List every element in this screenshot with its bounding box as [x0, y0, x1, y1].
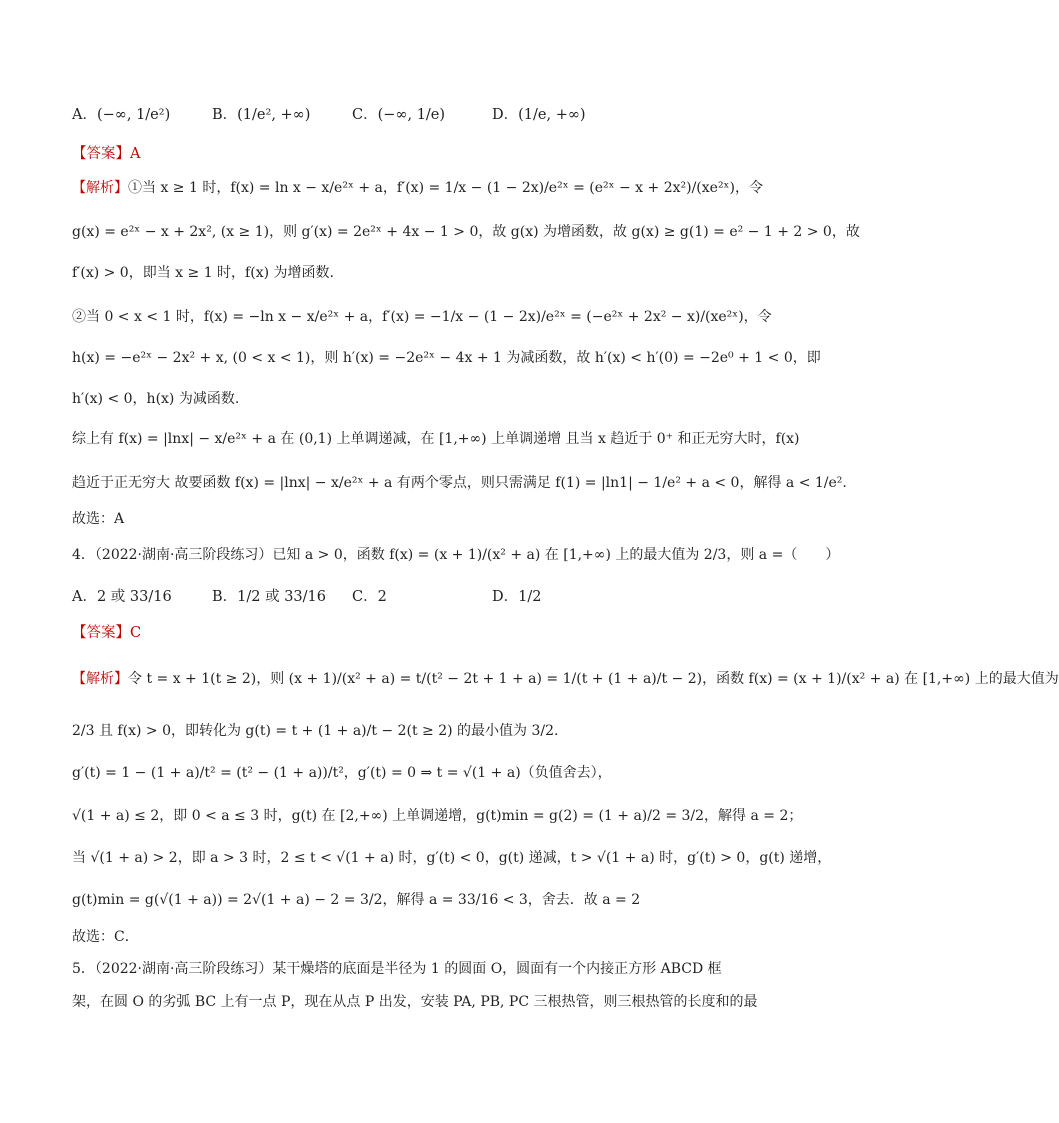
q3-solution-line: h′(x) < 0，h(x) 为减函数.	[72, 391, 240, 407]
q4-choices	[72, 590, 734, 605]
q4-answer: 【答案】C	[72, 625, 142, 641]
q3-answer: 【答案】A	[72, 146, 141, 162]
q3-solution-line: 故选：A	[72, 511, 125, 527]
q3-solution-line: f′(x) > 0，即当 x ≥ 1 时，f(x) 为增函数.	[72, 265, 334, 281]
q3-solution-line: ②当 0 < x < 1 时，f(x) = −ln x − x/e²ˣ + a，f′(x) = −1/x − (1 − 2x)/e²ˣ = (−e²ˣ + 2x² − x)/(xe²ˣ)，令	[72, 309, 772, 325]
q4-solution-line: g′(t) = 1 − (1 + a)/t² = (t² − (1 + a))/t²，g′(t) = 0 ⇒ t = √(1 + a)（负值舍去），	[72, 765, 612, 781]
q4-solution-line: g(t)min = g(√(1 + a)) = 2√(1 + a) − 2 = 3/2，解得 a = 33/16 < 3，舍去．故 a = 2	[72, 892, 641, 908]
choice-b: B．(1/e², +∞)	[212, 107, 311, 123]
q5-stem-line: 5．（2022·湖南·高三阶段练习）某干燥塔的底面是半径为 1 的圆面 O，圆面有一个内接正方形 ABCD 框	[72, 961, 722, 977]
q4-solution-line: 故选：C．	[72, 929, 139, 945]
q4-solution-line: 2/3 且 f(x) > 0，即转化为 g(t) = t + (1 + a)/t − 2(t ≥ 2) 的最小值为 3/2.	[72, 723, 559, 739]
choice-d: D．1/2	[492, 589, 542, 605]
q3-solution-line: 【解析】①当 x ≥ 1 时，f(x) = ln x − x/e²ˣ + a，f′(x) = 1/x − (1 − 2x)/e²ˣ = (e²ˣ − x + 2x²)/(xe²ˣ)，令	[72, 180, 763, 196]
q4-solution-line: 当 √(1 + a) > 2，即 a > 3 时，2 ≤ t < √(1 + a) 时，g′(t) < 0，g(t) 递减，t > √(1 + a) 时，g′(t) > 0，g(t) 递增，	[72, 850, 832, 866]
q4-solution-line: 【解析】令 t = x + 1(t ≥ 2)，则 (x + 1)/(x² + a) = t/(t² − 2t + 1 + a) = 1/(t + (1 + a)/t − 2)，函数 f(x) = (x + 1)/(x² + a) 在 [1,+∞) 上的最大值为	[72, 671, 1059, 687]
choice-c: C．2	[352, 589, 387, 605]
q3-choices	[72, 108, 734, 123]
q5-stem-line: 架，在圆 O 的劣弧 BC 上有一点 P，现在从点 P 出发，安装 PA, PB, PC 三根热管，则三根热管的长度和的最	[72, 994, 758, 1010]
choice-c: C．(−∞, 1/e)	[352, 107, 446, 123]
choice-d: D．(1/e, +∞)	[492, 107, 586, 123]
choice-a: A．2 或 33/16	[72, 589, 172, 605]
choice-b: B．1/2 或 33/16	[212, 589, 326, 605]
q4-solution-line: √(1 + a) ≤ 2，即 0 < a ≤ 3 时，g(t) 在 [2,+∞) 上单调递增，g(t)min = g(2) = (1 + a)/2 = 3/2，解得 a = 2；	[72, 808, 803, 824]
q4-stem: 4．（2022·湖南·高三阶段练习）已知 a > 0，函数 f(x) = (x + 1)/(x² + a) 在 [1,+∞) 上的最大值为 2/3，则 a =（ ）	[72, 547, 840, 563]
q3-solution-line: 趋近于正无穷大 故要函数 f(x) = |lnx| − x/e²ˣ + a 有两个零点，则只需满足 f(1) = |ln1| − 1/e² + a < 0，解得 a < 1/e².	[72, 475, 847, 491]
choice-a: A．(−∞, 1/e²)	[72, 107, 171, 123]
q3-solution-line: h(x) = −e²ˣ − 2x² + x, (0 < x < 1)，则 h′(x) = −2e²ˣ − 4x + 1 为减函数，故 h′(x) < h′(0) = −2e⁰ + 1 < 0，即	[72, 350, 821, 366]
q3-solution-line: 综上有 f(x) = |lnx| − x/e²ˣ + a 在 (0,1) 上单调递减，在 [1,+∞) 上单调递增 且当 x 趋近于 0⁺ 和正无穷大时，f(x)	[72, 431, 800, 447]
q3-solution-line: g(x) = e²ˣ − x + 2x², (x ≥ 1)，则 g′(x) = 2e²ˣ + 4x − 1 > 0，故 g(x) 为增函数，故 g(x) ≥ g(1) = e² − 1 + 2 > 0，故	[72, 224, 860, 240]
